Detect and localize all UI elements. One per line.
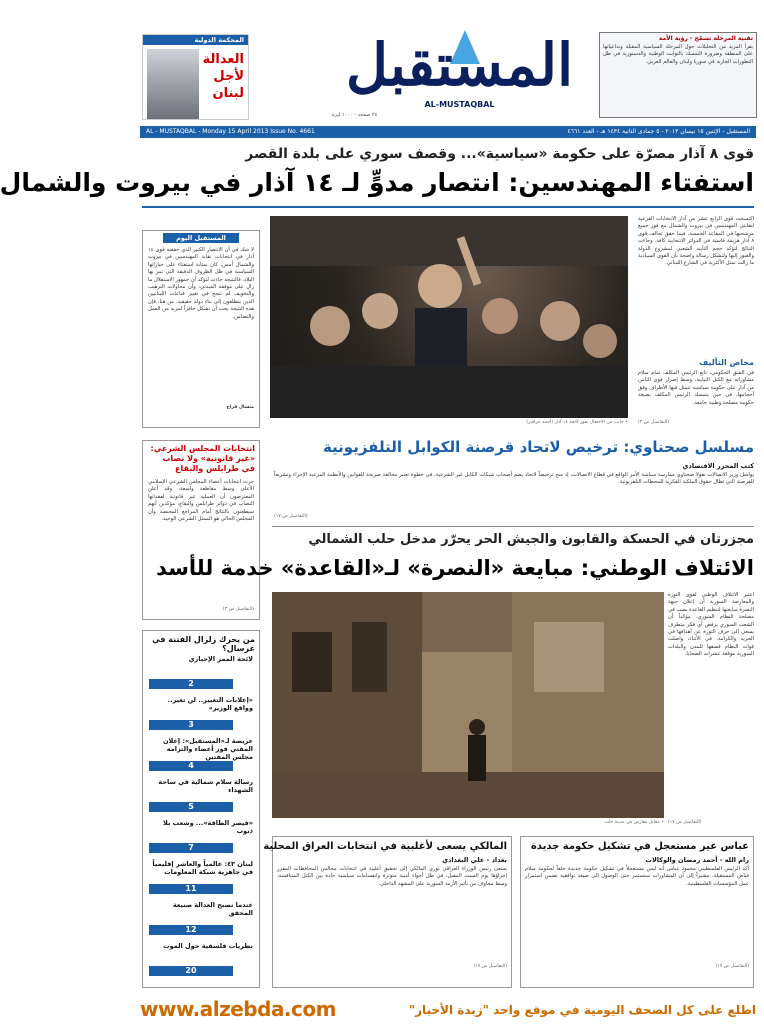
sidebar-box	[142, 440, 260, 620]
lead-body: اكتسحت قوى الرابع عشر من آذار الانتخابات الفرعية لنقابتي المهندسين في بيروت والشمال مع فوز جميع مرشحيها في المقاعد الخمسة، فيما حقق تحالف قوى ٨ آذار هزيمة قاسية في الدوائر الانتخابية كافة. وجاءت النتائج لتؤكد حجم التأييد الشعبي لمشروع الدولة والعبور إليها ولتشكل رسالة واضحة بأن القوى السيادية ما زالت تمثل الأكثرية في الشارع اللبناني.	[638, 216, 754, 267]
ranking-page-number: 2	[149, 679, 233, 689]
tribunal-photo	[147, 49, 199, 119]
sidebar-box-title[interactable]: انتخابات المجلس الشرعي: «غير قانونية» ولا نصاب في طرابلس والبقاع	[150, 444, 255, 473]
ranking-page-number: 4	[149, 761, 233, 771]
abbas-more[interactable]: (التفاصيل ص ١٧)	[715, 964, 749, 969]
ranking-page-number: 12	[149, 925, 233, 935]
abbas-body: أكد الرئيس الفلسطيني محمود عباس أنه ليس مستعجلاً في تشكيل حكومة جديدة خلفاً لحكومة سلام فياض المستقيلة، مشيراً إلى أن المشاورات ستستمر حتى الوصول إلى صيغة توافقية تضمن استمرار عمل المؤسسات الفلسطينية.	[525, 866, 749, 887]
lead-rule	[142, 206, 754, 208]
cables-headline[interactable]: مسلسل صحناوي: ترخيص لاتحاد قرصنة الكوابل التلفزيونية	[322, 438, 754, 456]
lead-caption: • جانب من الاحتفال بفوز لائحة ١٤ آذار (أحمد عزاقير)	[526, 420, 628, 425]
ranking-item[interactable]	[149, 778, 253, 814]
syria-kicker[interactable]: مجزرتان في الحسكة والقابون والجيش الحر يحرّر مدخل حلب الشمالي	[308, 532, 754, 547]
rankings-title[interactable]: من يحرك زلزال الفتنة في عرسال؟	[152, 635, 255, 653]
date-bar	[140, 126, 756, 138]
ranking-page-number: 7	[149, 843, 233, 853]
tribunal-box[interactable]	[142, 34, 249, 120]
ranking-item[interactable]	[149, 942, 253, 978]
price-label: ٢٤ صفحة - ١٠٠٠ ليرة	[332, 112, 378, 118]
ranking-title: عندما تصبح العدالة صنيعة المحقق	[172, 901, 253, 917]
iraq-body: يسعى رئيس الوزراء العراقي نوري المالكي إلى تحقيق أغلبية في انتخابات مجالس المحافظات المقرر إجراؤها يوم السبت المقبل، في ظل أجواء أمنية متوترة وانقسامات سياسية حادة بين الكتل المتنافسة، وسط مخاوف من تأثير الأزمة السورية على المشهد الداخلي.	[277, 866, 507, 887]
sidebar-box-more[interactable]: (التفاصيل ص ٣)	[222, 607, 254, 612]
syria-caption: • مقاتل معارض في مدينة حلب	[604, 820, 664, 825]
ranking-page-number: 5	[149, 802, 233, 812]
lead-headline[interactable]: استفتاء المهندسين: انتصار مدوٍّ لـ ١٤ آذار في بيروت والشمال	[0, 168, 754, 197]
ranking-page-number: 11	[149, 884, 233, 894]
logo-text: المستقبل	[345, 31, 574, 99]
street-illustration	[272, 592, 664, 818]
tribunal-label: المحكمة الدولية	[143, 35, 248, 45]
lead-photo	[270, 216, 628, 418]
top-right-text: يقرأ المزيد من التحليلات حول المرحلة السياسية المقبلة وتداعياتها على المنطقة وضرورة التمسك بالثوابت الوطنية والدستورية في ظل التطورات الجارية في سوريا ولبنان والعالم العربي.	[603, 44, 753, 65]
masthead-logo[interactable]	[327, 30, 592, 120]
crowd-illustration	[270, 216, 628, 418]
footer-tagline: اطلع على كل الصحف اليومية في موقع واحد "زبدة الأخبار"	[408, 1003, 756, 1017]
logo-latin: AL-MUSTAQBAL	[424, 100, 495, 109]
syria-body: اعتبر الائتلاف الوطني لقوى الثورة والمعارضة السورية أن إعلان جبهة النصرة مبايعتها لتنظيم القاعدة يصب في مصلحة النظام السوري، مؤكداً أن الشعب السوري يرفض أي فكر متطرف يسعى إلى حرف الثورة عن أهدافها في الحرية والكرامة. في الأثناء، واصلت قوات النظام قصفها للمدن والبلدات السورية موقعة عشرات الضحايا.	[668, 592, 754, 658]
ranking-item[interactable]	[149, 655, 253, 691]
ranking-title: عريضة لـ«المستقبل»: إعلان المفتي فوز أعضاء والتزامه مجلس المفتين	[162, 737, 253, 761]
slogan-line-3: لبنان	[212, 86, 244, 101]
date-ar: المستقبل - الإثنين ١٥ نيسان ٢٠١٣ - ٥ جمادى الثانية ١٤٣٤ هـ - العدد ٤٦٦١	[567, 128, 750, 135]
ranking-title: «فيصر الطاقة»... وشعب بلا ذنوب	[163, 819, 253, 835]
top-right-box	[599, 32, 757, 118]
rankings-box	[142, 630, 260, 988]
ranking-item[interactable]	[149, 901, 253, 937]
ranking-title: لبنان ٤٣: عالمياً والعاشر إقليمياً في جاهزية شبكة المعلومات	[152, 860, 253, 876]
iraq-headline[interactable]: المالكي يسعى لأغلبية في انتخابات العراق المحلية	[263, 841, 507, 852]
ranking-title: لائحة الممر الإجباري	[188, 655, 253, 663]
abbas-story	[520, 836, 754, 988]
footer-banner[interactable]	[140, 995, 756, 1025]
lead-kicker[interactable]: قوى ٨ آذار مصرّة على حكومة «سياسية»... وقصف سوري على بلدة القصر	[245, 146, 754, 162]
slogan-line-2: لأجل	[213, 69, 244, 84]
ranking-title: رسالة سلام شمالية في ساحة الشهداء	[158, 778, 253, 794]
ranking-page-number: 20	[149, 966, 233, 976]
syria-headline[interactable]: الائتلاف الوطني: مبايعة «النصرة» لـ«القاعدة» خدمة للأسد	[156, 556, 754, 580]
syria-photo	[272, 592, 664, 818]
ranking-item[interactable]	[149, 737, 253, 773]
cables-body: يواصل وزير الاتصالات نقولا صحناوي ممارسة سياسة الأمر الواقع في قطاع الاتصالات، إذ منح ترخيصاً لاتحاد يضم أصحاب شبكات الكابل غير الشرعية، في خطوة تعتبر مخالفة صريحة للقوانين والأنظمة المرعية الإجراء وتشريعاً للقرصنة التي تطال حقوق الملكية الفكرية للمحطات التلفزيونية.	[274, 472, 754, 486]
ranking-item[interactable]	[149, 860, 253, 896]
tribunal-slogan	[198, 51, 244, 102]
ranking-title: نظريات فلسفية حول الموت	[163, 942, 253, 950]
section-divider	[272, 526, 754, 527]
ranking-page-number: 3	[149, 720, 233, 730]
lead-subhead: مخاض التأليف	[698, 358, 754, 367]
column-body: لا شك في أن الانتصار الكبير الذي حققته قوى ١٤ آذار في انتخابات نقابة المهندسين في بيروت والشمال أمس، كان بمثابة استفتاء على خياراتها السياسية في ظل الظروف الدقيقة التي تمر بها البلاد. فالنتيجة جاءت لتؤكد أن جمهور الاستقلال ما زال على موقفه المبدئي، وأن محاولات الترهيب والتخويف لم تنجح في تغيير قناعات اللبنانيين الذين يتطلعون إلى بناء دولة حقيقية. من هنا، فإن هذه النتيجة يجب أن تشكل حافزاً لمزيد من العمل والتضامن.	[148, 247, 254, 320]
cables-more[interactable]: (التفاصيل ص ١٧)	[274, 514, 308, 519]
slogan-line-1: العدالة	[202, 52, 244, 67]
syria-more[interactable]: (التفاصيل ص ١٧)	[668, 820, 702, 825]
abbas-byline: رام الله - أحمد رمضان والوكالات	[645, 856, 749, 864]
abbas-headline[interactable]: عباس غير مستعجل في تشكيل حكومة جديدة	[530, 841, 749, 852]
sidebar-box-body: جرت انتخابات أعضاء المجلس الشرعي الإسلامي الأعلى وسط مقاطعة واسعة، وقد أعلن المعترضون أن العملية غير قانونية لفقدانها النصاب في دوائر طرابلس والبقاع، مؤكدين أنهم سيطعنون بالنتائج أمام المراجع المختصة وأن المجلس الحالي هو الممثل الشرعي الوحيد.	[148, 479, 254, 523]
iraq-story	[263, 836, 512, 988]
column-signature: ميشال فراح	[226, 405, 254, 410]
ranking-item[interactable]	[149, 819, 253, 855]
footer-site[interactable]: www.alzebda.com	[140, 997, 336, 1021]
ranking-title: «إعلانات التغيير.. لن تغير.. وواقع الوزير»	[167, 696, 253, 712]
ranking-item[interactable]	[149, 696, 253, 732]
column-tag: المستقبل اليوم	[163, 233, 239, 243]
date-en: AL - MUSTAQBAL - Monday 15 April 2013 Issue No. 4661	[146, 128, 315, 135]
lead-more[interactable]: (التفاصيل ص ٢)	[638, 420, 670, 425]
iraq-more[interactable]: (التفاصيل ص ١٧)	[473, 964, 507, 969]
top-right-title: تقنية المرحلة تسمّح - رؤية الأمة	[658, 35, 753, 42]
cables-writer: كتب المحرر الاقتصادي	[682, 462, 754, 470]
iraq-byline: بغداد - علي البغدادي	[442, 856, 507, 864]
opinion-column	[142, 230, 260, 428]
lead-body-2: في الشق الحكومي، تابع الرئيس المكلف تمام سلام مشاوراته مع الكتل النيابية، وسط إصرار قوى الثامن من آذار على حكومة سياسية تتمثل فيها الأطراف وفق أحجامها، في حين يتمسك الرئيس المكلف بصيغة حكومة مصلحة وطنية جامعة.	[638, 370, 754, 406]
